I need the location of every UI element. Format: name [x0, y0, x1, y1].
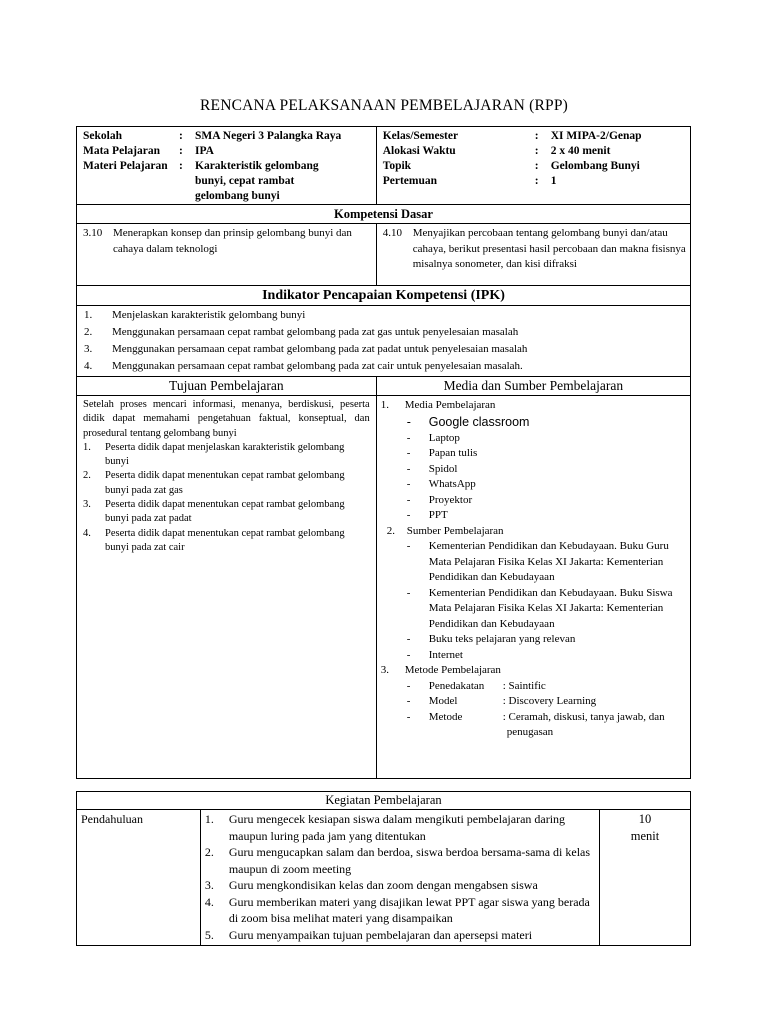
tool-label: Laptop [428, 431, 460, 444]
colon: : [179, 145, 183, 157]
dash: - [406, 462, 411, 475]
kd-left-text: Menerapkan konsep dan prinsip gelombang bunyi dan cahaya dalam teknologi [113, 227, 352, 255]
dash: - [406, 431, 411, 444]
dash: - [406, 586, 411, 599]
dash: - [406, 695, 411, 707]
page-title: RENCANA PELAKSANAAN PEMBELAJARAN (RPP) [199, 97, 568, 114]
ipk-heading: Indikator Pencapaian Kompetensi (IPK) [77, 286, 691, 306]
tool-item [381, 414, 686, 431]
metode-number: 3. [380, 664, 389, 676]
phase-label: Pendahuluan [77, 810, 201, 946]
source-item [381, 586, 686, 633]
metode-subheading [381, 663, 686, 679]
mapel-value: IPA [195, 145, 214, 157]
step-number: 2. [204, 845, 214, 859]
dash: - [406, 478, 411, 490]
dash: - [406, 509, 411, 521]
colon: : [534, 160, 539, 172]
tujuan-item [83, 441, 370, 470]
steps-cell [200, 810, 599, 946]
method-label: Metode [428, 710, 463, 723]
step-text: Guru mengecek kesiapan siswa dalam mengikuti pembelajaran daring maupun luring pada jam yang ditentukan [228, 812, 566, 843]
source-item [381, 539, 686, 586]
dash: - [406, 447, 411, 459]
kd-heading: Kompetensi Dasar [77, 205, 691, 224]
tool-label: Papan tulis [428, 447, 478, 459]
alokasi-label: Alokasi Waktu [382, 145, 456, 157]
tool-item [381, 477, 686, 493]
tujuan-text: Peserta didik dapat menentukan cepat rambat gelombang bunyi pada zat cair [105, 527, 345, 553]
tujuan-intro: Setelah proses mencari informasi, menanya, berdiskusi, peserta didik dapat memahami pengetahuan faktual, konseptual, dan prosedural tentang gelombang bunyi [83, 399, 370, 439]
tujuan-number: 2. [83, 470, 91, 482]
tujuan-item [83, 498, 370, 527]
step-number: 3. [204, 878, 214, 892]
tujuan-cell [77, 396, 377, 779]
step-number: 5. [204, 927, 214, 942]
colon: : [534, 130, 539, 142]
steps-list [201, 810, 599, 945]
source-text: Buku teks pelajaran yang relevan [428, 633, 576, 645]
method-item [381, 710, 686, 741]
kd-left-cell [77, 224, 377, 286]
source-text: Kementerian Pendidikan dan Kebudayaan. Buku Siswa Mata Pelajaran Fisika Kelas XI Jakarta: Kementerian Pendidikan dan Kebudayaan [428, 586, 673, 630]
ipk-number: 4. [84, 360, 93, 372]
materi-value: Karakteristik gelombang bunyi, cepat rambat gelombang bunyi [195, 160, 319, 202]
tujuan-item [83, 469, 370, 498]
tujuan-number: 4. [83, 527, 91, 539]
step-text: Guru menyampaikan tujuan pembelajaran dan apersepsi materi [228, 927, 533, 942]
sumber-number: 2. [386, 524, 395, 537]
identity-left [77, 127, 376, 204]
kegiatan-table [76, 791, 691, 946]
tujuan-number: 1. [83, 441, 91, 453]
kd-right-number: 4.10 [382, 227, 402, 239]
dash: - [406, 679, 411, 692]
method-label: Penedakatan [428, 679, 485, 692]
colon: : [534, 175, 539, 187]
alokasi-value: 2 x 40 menit [550, 145, 611, 157]
tool-label: WhatsApp [428, 478, 476, 490]
ipk-text: Menjelaskan karakteristik gelombang bunyi [112, 309, 306, 321]
tool-label: Google classroom [428, 414, 530, 429]
method-item [381, 694, 686, 710]
step-text: Guru mengucapkan salam dan berdoa, siswa berdoa bersama-sama di kelas maupun di zoom meeting [228, 845, 591, 876]
source-item [381, 648, 686, 664]
tujuan-number: 3. [83, 499, 91, 511]
step-text: Guru mengkondisikan kelas dan zoom dengan mengabsen siswa [228, 878, 538, 892]
ipk-text: Menggunakan persamaan cepat rambat gelombang pada zat gas untuk penyelesaian masalah [112, 326, 519, 338]
ipk-item [77, 358, 690, 375]
tool-item [381, 431, 686, 447]
tool-item [381, 462, 686, 478]
source-text: Internet [428, 648, 463, 661]
ipk-number: 1. [84, 309, 93, 321]
tujuan-text: Peserta didik dapat menentukan cepat rambat gelombang bunyi pada zat gas [105, 470, 345, 496]
identity-right-cell [376, 127, 690, 205]
metode-label: Metode Pembelajaran [404, 664, 501, 676]
tujuan-text: Peserta didik dapat menentukan cepat rambat gelombang bunyi pada zat padat [105, 499, 345, 525]
ipk-item [77, 341, 690, 358]
dash: - [406, 414, 411, 429]
step-item [205, 894, 595, 927]
ipk-list [77, 306, 691, 377]
dash: - [406, 540, 411, 552]
source-item [381, 632, 686, 648]
ipk-number: 2. [84, 326, 93, 338]
step-item [205, 927, 595, 944]
method-item [381, 679, 686, 695]
kelas-label: Kelas/Semester [382, 130, 459, 142]
sumber-label: Sumber Pembelajaran [406, 524, 504, 537]
ipk-text: Menggunakan persamaan cepat rambat gelombang pada zat cair untuk penyelesaian masalah. [112, 360, 523, 372]
step-number: 4. [204, 894, 214, 909]
tujuan-item [83, 527, 370, 556]
kelas-value: XI MIPA-2/Genap [550, 130, 642, 142]
dash: - [406, 633, 411, 645]
tool-item [381, 493, 686, 509]
mapel-label: Mata Pelajaran [83, 145, 160, 157]
method-label: Model [428, 695, 458, 707]
tool-label: Spidol [428, 462, 458, 475]
media-content [377, 396, 690, 745]
step-text: Guru memberikan materi yang disajikan lewat PPT agar siswa yang berada di zoom bisa melihat materi yang disampaikan [228, 894, 590, 925]
tool-label: Proyektor [428, 493, 473, 506]
rpp-table [76, 126, 691, 779]
dash: - [406, 648, 411, 661]
ipk-text: Menggunakan persamaan cepat rambat gelombang pada zat padat untuk penyelesaian masalah [112, 343, 528, 355]
ipk-item [77, 307, 690, 324]
tujuan-text: Peserta didik dapat menjelaskan karakteristik gelombang bunyi [105, 441, 345, 468]
sekolah-value: SMA Negeri 3 Palangka Raya [195, 130, 342, 142]
materi-label: Materi Pelajaran [83, 160, 168, 172]
sekolah-label: Sekolah [83, 130, 122, 142]
pertemuan-label: Pertemuan [382, 175, 438, 187]
media-label: Media Pembelajaran [404, 399, 496, 411]
media-heading: Media dan Sumber Pembelajaran [376, 377, 690, 396]
kd-right-text: Menyajikan percobaan tentang gelombang bunyi dan/atau cahaya, berikut presentasi hasil percobaan dan makna fisisnya misalnya sonometer, dan kisi difraksi [412, 227, 686, 270]
kegiatan-heading: Kegiatan Pembelajaran [77, 792, 691, 810]
identity-left-cell [77, 127, 377, 205]
kd-right [377, 224, 690, 275]
tujuan-heading: Tujuan Pembelajaran [77, 377, 377, 396]
media-cell [376, 396, 690, 779]
step-item [205, 844, 595, 877]
kd-left [77, 224, 376, 259]
tool-item [381, 446, 686, 462]
step-item [205, 811, 595, 844]
topik-label: Topik [382, 160, 412, 172]
colon: : [534, 145, 539, 157]
step-number: 1. [204, 812, 214, 826]
tujuan-content [77, 396, 376, 559]
step-item [205, 877, 595, 894]
pertemuan-value: 1 [550, 175, 557, 187]
source-text: Kementerian Pendidikan dan Kebudayaan. Buku Guru Mata Pelajaran Fisika Kelas XI Jakarta: Kementerian Pendidikan dan Kebudayaan [428, 540, 669, 583]
ipk-item [77, 324, 690, 341]
method-value: : Ceramah, diskusi, tanya jawab, dan penugasan [502, 710, 665, 738]
media-number: 1. [380, 399, 389, 411]
tool-label: PPT [428, 509, 448, 521]
colon: : [179, 130, 183, 142]
time-value: 10 menit [630, 812, 660, 843]
identity-right [377, 127, 690, 189]
topik-value: Gelombang Bunyi [550, 160, 640, 172]
sumber-subheading [381, 524, 686, 540]
media-subheading [381, 398, 686, 414]
dash: - [406, 493, 411, 506]
method-value: : Discovery Learning [502, 695, 597, 707]
colon: : [179, 160, 183, 172]
kd-left-number: 3.10 [83, 227, 103, 239]
tool-item [381, 508, 686, 524]
method-value: : Saintific [502, 679, 546, 692]
time-cell [600, 810, 691, 946]
ipk-number: 3. [84, 343, 93, 355]
dash: - [406, 710, 411, 723]
kd-right-cell [376, 224, 690, 286]
